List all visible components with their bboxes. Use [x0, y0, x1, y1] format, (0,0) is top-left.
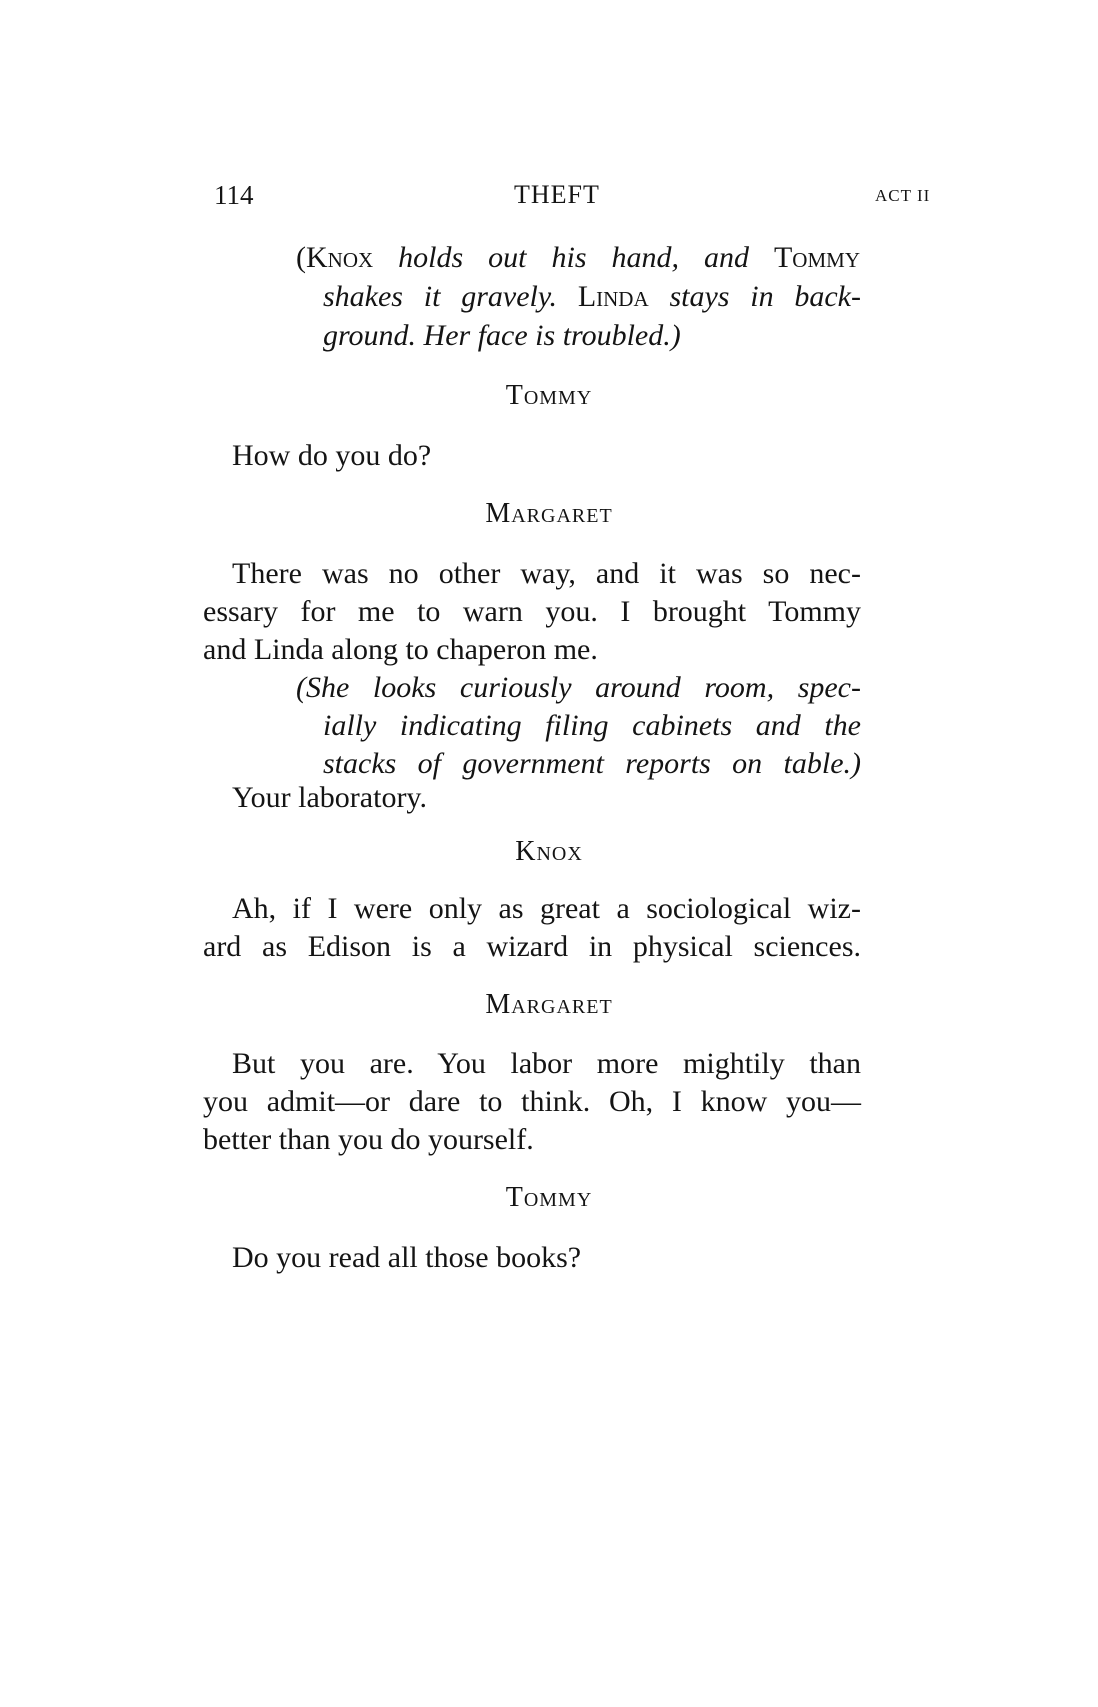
- stage-direction-line: [296, 238, 860, 278]
- act-label: ACT II: [875, 186, 931, 205]
- direction-text: holds out his hand, and: [373, 241, 774, 274]
- running-title: THEFT: [514, 180, 600, 209]
- speaker-name: Tommy: [505, 1182, 593, 1213]
- stage-direction-line: ially indicating filing cabinets and the: [323, 709, 861, 742]
- speech-line: But you are. You labor more mightily than: [232, 1047, 861, 1080]
- speech-line: ard as Edison is a wizard in physical sciences.: [203, 930, 861, 963]
- speech-line: and Linda along to chaperon me.: [203, 633, 598, 666]
- character-name: Tommy: [773, 241, 860, 274]
- direction-text: stays in back-: [648, 280, 861, 313]
- speech-line: you admit—or dare to think. Oh, I know you—: [203, 1085, 861, 1118]
- speech-line: better than you do yourself.: [203, 1123, 534, 1156]
- stage-direction-line: [323, 277, 861, 317]
- direction-text: shakes it gravely.: [323, 280, 578, 313]
- speech-line: There was no other way, and it was so nec-: [232, 557, 861, 590]
- speaker-name: Margaret: [485, 498, 613, 529]
- speech-line: Do you read all those books?: [232, 1241, 582, 1274]
- speaker-name: Margaret: [485, 989, 613, 1020]
- stage-direction-line: stacks of government reports on table.): [323, 747, 861, 780]
- character-name: Knox: [306, 241, 374, 274]
- speaker-name: Tommy: [505, 380, 593, 411]
- speech-line: essary for me to warn you. I brought Tommy: [203, 595, 861, 628]
- stage-direction-line: (She looks curiously around room, spec-: [296, 671, 861, 704]
- page-number: 114: [214, 180, 254, 210]
- speech-line: How do you do?: [232, 439, 432, 472]
- character-name: Linda: [577, 280, 649, 313]
- speaker-name: Knox: [515, 836, 583, 867]
- speech-line: Ah, if I were only as great a sociological wiz-: [232, 892, 861, 925]
- speech-line: Your laboratory.: [232, 781, 427, 814]
- paren: (: [296, 241, 306, 274]
- stage-direction-line: ground. Her face is troubled.): [323, 319, 681, 352]
